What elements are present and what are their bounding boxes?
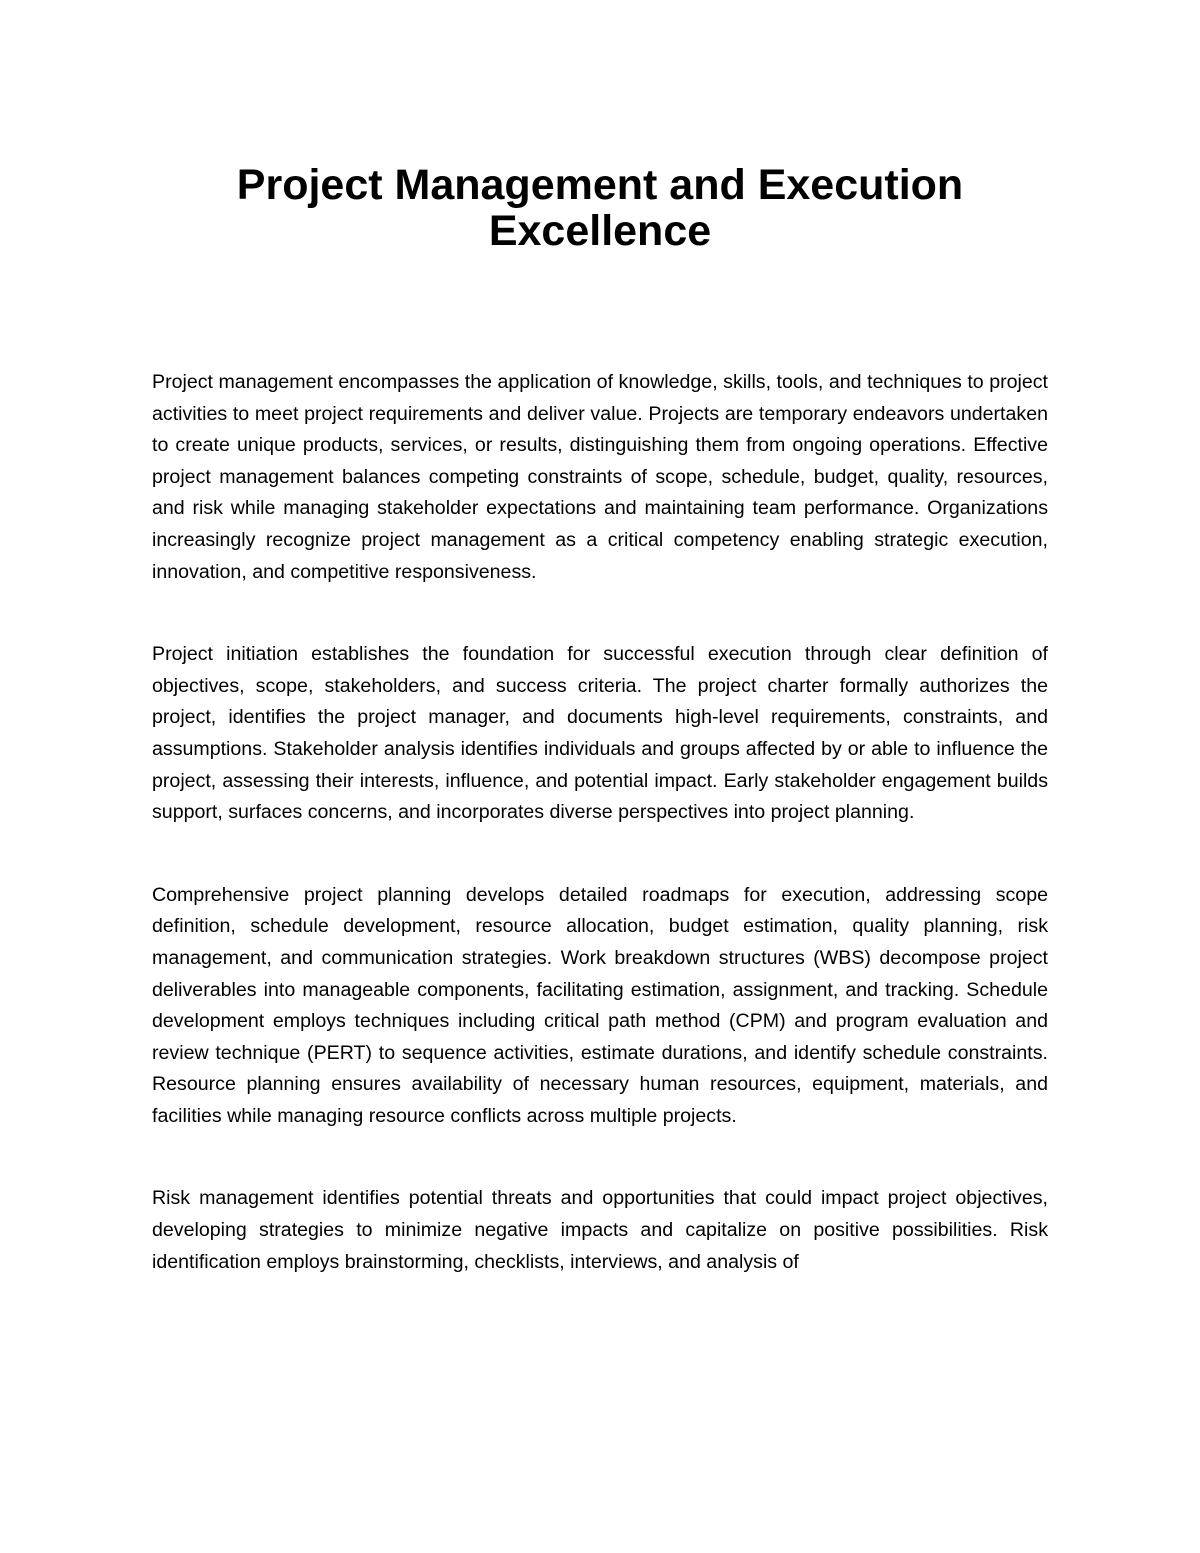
paragraph-initiation: Project initiation establishes the foundation for successful execution through clear definition of objectives, scope, stakeholders, and success criteria. The project charter formally authorizes the project, identifies the project manager, and documents high-level requirements, constraints, and assumptions. Stakeholder analysis identifies individuals and groups affected by or able to influence the project, assessing their interests, influence, and potential impact. Early stakeholder engagement builds support, surfaces concerns, and incorporates diverse perspectives into project planning. bbox=[152, 643, 1048, 824]
document-body bbox=[152, 367, 1048, 1329]
paragraph-planning: Comprehensive project planning develops detailed roadmaps for execution, addressing scope definition, schedule development, resource allocation, budget estimation, quality planning, risk management, and communication strategies. Work breakdown structures (WBS) decompose project deliverables into manageable components, facilitating estimation, assignment, and tracking. Schedule development employs techniques including critical path method (CPM) and program evaluation and review technique (PERT) to sequence activities, estimate durations, and identify schedule constraints. Resource planning ensures availability of necessary human resources, equipment, materials, and facilities while managing resource conflicts across multiple projects. bbox=[152, 883, 1048, 1127]
page-title: Project Management and Execution Excellence bbox=[236, 161, 964, 255]
paragraph-introduction: Project management encompasses the application of knowledge, skills, tools, and techniques to project activities to meet project requirements and deliver value. Projects are temporary endeavors undertaken to create unique products, services, or results, distinguishing them from ongoing operations. Effective project management balances competing constraints of scope, schedule, budget, quality, resources, and risk while managing stakeholder expectations and maintaining team performance. Organizations increasingly recognize project management as a critical competency enabling strategic execution, innovation, and competitive responsiveness. bbox=[152, 371, 1048, 583]
paragraph-risk-management: Risk management identifies potential threats and opportunities that could impact project objectives, developing strategies to minimize negative impacts and capitalize on positive possibilities. Risk identification employs brainstorming, checklists, interviews, and analysis of bbox=[152, 1187, 1048, 1273]
